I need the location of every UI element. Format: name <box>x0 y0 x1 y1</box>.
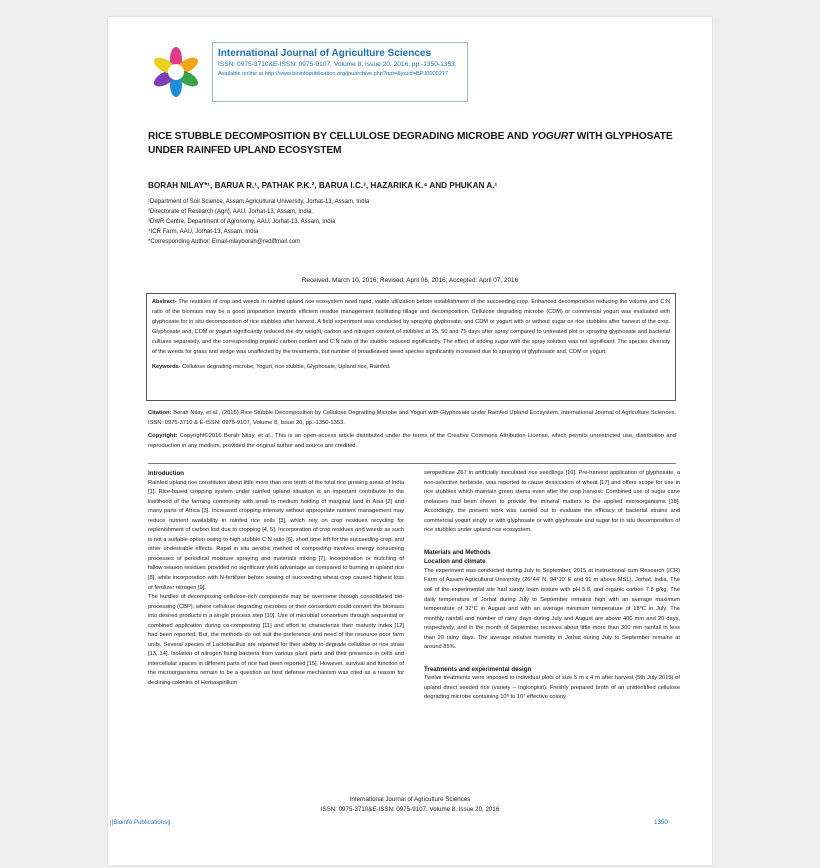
footer-issn: ISSN: 0975-3710&E-ISSN: 0975-9107, Volume 8, Issue 20, 2016 <box>320 805 500 813</box>
intro-paragraph-1: Rainfed upland rice constitutes about little more than one tenth of the total rice growing areas of India [1]. Rice-based cropping system under rainfed upland situation is an important contributor to the livelihood of the farming community with small to medium holding of marginal land in Asia [2] and many parts of Africa [3]. Increased cropping intensity without appropriate nutrient management may reduce nutrient availability in rainfed rice soils [3], which rely on crop residues recycling for replenishment of carbon lost due to cropping [4, 5]. Incorporation of crop residues and weeds as such is not a suitable option owing to high stubble C:N ratio [6], short time left for the succeeding crop, and other undesirable effects. Rapid in situ aerobic method of composting involves energy consuming processes of periodical moisture spraying and materials mixing [7]. Incorporation or mulching of fallow season residues provided no significant yield advantage as compared to burning in upland rice [8], while incorporation with N-fertilizer before sowing of succeeding wheat crop caused highest loss of fertilizer nitrogen [9]. <box>148 479 404 591</box>
abstract-box <box>146 293 676 401</box>
copyright <box>148 432 676 451</box>
journal-logo-icon <box>148 42 204 102</box>
copyright-text: Copyright©2016 Borah Nilay, et al., This is an open-access article distributed under the terms of the Creative Commons Attribution License, which permits unrestricted use, distribution and reproduction in any medium, provided the original author and source are credited. <box>148 433 676 449</box>
article-title: RICE STUBBLE DECOMPOSITION BY CELLULOSE DEGRADING MICROBE AND YOGURT WITH GLYPHOSATE UNDER RAINFED UPLAND ECOSYSTEM <box>148 131 673 156</box>
abstract <box>152 298 670 357</box>
affiliations <box>148 197 369 247</box>
page-footer <box>108 795 712 814</box>
journal-url[interactable]: Available online at http://www.bioinfopublication.org/jouarchive.php?opt=&jouid=BPJ0000217 <box>218 71 449 77</box>
left-column <box>148 469 404 689</box>
citation <box>148 409 676 428</box>
keywords-label: Keywords- <box>152 364 181 371</box>
affiliation-3: ³DWR Centre, Department of Agronomy, AAU, Jorhat-13, Assam, India <box>148 219 336 225</box>
affiliation-2: ²Directorate of Research (Agri), AAU, Jorhat-13, Assam, India. <box>148 209 314 215</box>
intro-paragraph-2: The hurdles of decomposing cellulose-rich compounds may be overcome through consolidated bio-processing (CBP), where cellulose degrading microbes or their consortium could convert the biomass into desired products in a single process step [10]. Use of microbial consortium through sequential or combined application during co-composting [11] and effort to characterize their maturity index [12] had been reported. But, the methods do not suit the preference and need of the resource poor farm units. Several species of Lactobacillus are reported for their ability to degrade cellulose or rice straw [13, 14]. Isolation of nitrogen fixing bacteria from various plant parts and their presence in cells and intercellular spaces in different parts of rice had been reported [15]. However, survival and function of the microorganisms remain to be a question as host defense mechanism was cited as a reason for declining colonies of Herbaspirillum <box>148 594 404 687</box>
corresponding-author: *Corresponding Author: Email-nilayborah@rediffmail.com <box>148 239 301 245</box>
copyright-label: Copyright: <box>148 433 178 440</box>
citation-text: Borah Nilay, et al., (2016) Rice Stubble Decomposition by Cellulose Degrading Microbe and Yogurt with Glyphosate under Rainfed Upland Ecosystem. International Journal of Agriculture Sciences, ISSN: 0975-3710 & E-ISSN: 0975-9107, Volume 8, Issue 20, pp.-1350-1353. <box>148 410 676 426</box>
footer-journal: International Journal of Agriculture Sciences <box>349 796 471 803</box>
affiliation-1: ¹Department of Soil Science, Assam Agricultural University, Jorhat-13, Assam, India <box>148 199 370 205</box>
received-dates: Received: March 10, 2016; Revised: April 06, 2016; Accepted: April 07, 2016 <box>301 277 519 284</box>
journal-header-box <box>212 42 468 102</box>
page-number: 1350 <box>654 819 668 826</box>
keywords <box>152 363 670 373</box>
abstract-text: The residues of crop and weeds in rainfed upland rice ecosystem need rapid, viable utilization before establishment of the succeeding crop. Enhanced decomposition reducing the volume and C:N ratio of the biomass may be a good proposition towards efficient residue management facilitating tillage and decomposition. Cellulose degrading microbe (CDM) or commercial yogurt was evaluated with glyphosate for in situ decomposition of rice stubbles after harvest. A field experiment was conducted by spraying glyphosate, and CDM or yogurt with or without sugar on rice stubbles after harvest of the crop. Glyphosate and, CDM or yogurt significantly reduced the dry weight, carbon and nitrogen content of stubbles at 25, 50 and 75 days after spray compared to untreated plot or spraying glyphosate and bacterial cultures separately, and the corresponding organic carbon content and C:N ratio of the stubble reduced significantly. The effect of adding sugar with the spray solution was not significant. The species diversity of the weeds for grass and sedge was unaffected by the treatments, but number of broadleaved weed species significantly increased due to spraying of glyphosate and, CDM or yogurt. <box>152 299 671 355</box>
footer-publisher: ||Bioinfo Publications|| <box>110 819 171 826</box>
location-heading: Location and climate <box>424 558 486 566</box>
intro-paragraph-3: seropedicae Z67 in artificially inoculated rice seedlings [16]. Pre-harvest application of glyphosate, a non-selective herbicide, was reported to cause desiccation of wheat [17] and offers scope for use in rice stubbles which maintain green stems even after the crop harvest. Combined use of sugar cane molasses had been shown to provide the mineral matters to the applied microorganisms [18]. Accordingly, the present work was carried out to evaluate the efficacy of bacterial strains and commercial yogurt singly or with glyphosate or with glyphosate and sugar for in situ decomposition of rice stubbles under upland rice ecosystem. <box>424 470 680 534</box>
citation-block <box>148 409 676 455</box>
author-list: BORAH NILAY*¹, BARUA R.¹, PATHAK P.K.², BARUA I.C.³, HAZARIKA K.⁴ AND PHUKAN A.¹ <box>148 181 498 190</box>
paper-page <box>108 17 712 865</box>
journal-issn: ISSN: 0975-3710&E-ISSN: 0975-9107, Volume 8, Issue 20, 2016, pp.-1350-1353. <box>218 61 457 68</box>
methods-heading: Materials and Methods <box>424 548 491 556</box>
citation-label: Citation: <box>148 410 172 416</box>
treatments-paragraph: Twelve treatments were imposed to individual plots of size 5 m x 4 m after harvest (5th July 2015) of upland direct seeded rice (variety – Inglongkiri). Freshly prepared broth of an unidentified cellulose degrading microbe containing 10⁸ to 10⁷ effective colony <box>424 675 680 701</box>
affiliation-4: ⁴ICR Farm, AAU, Jorhat-13, Assam, India <box>148 229 259 235</box>
right-column <box>424 469 680 703</box>
keywords-text: Cellulose degrading microbe, Yogurt, rice stubble, Glyphosate, Upland rice, Rainfed. <box>182 364 391 371</box>
intro-heading: Introduction <box>148 470 185 477</box>
abstract-label: Abstract- <box>152 299 177 305</box>
location-paragraph: The experiment was conducted during July to September, 2015 at Instructional cum Research (ICR) Farm of Assam Agricultural University (26°44' N, 94°10' E and 91 m above MSL), Jorhat, India. The soil of the experimental site had sandy loam texture with pH 5.8, and organic carbon 7.8 g/kg. The daily temperature of Jorhat during July to September remains high with an average maximum temperature of 32°C in August and with an average minimum temperature of 18°C in July. The monthly rainfall and number of rainy days during July and August are above 400 mm and 20 days, respectively, and in the month of September receives about little more than 300 mm rainfall in less than 20 rainy days. The average relative humidity in Jorhat during July to September remains at around 85%. <box>424 567 680 651</box>
section-divider <box>148 463 676 464</box>
journal-title: International Journal of Agriculture Sciences <box>218 48 432 59</box>
treatments-heading: Treatments and experimental design <box>424 665 532 673</box>
